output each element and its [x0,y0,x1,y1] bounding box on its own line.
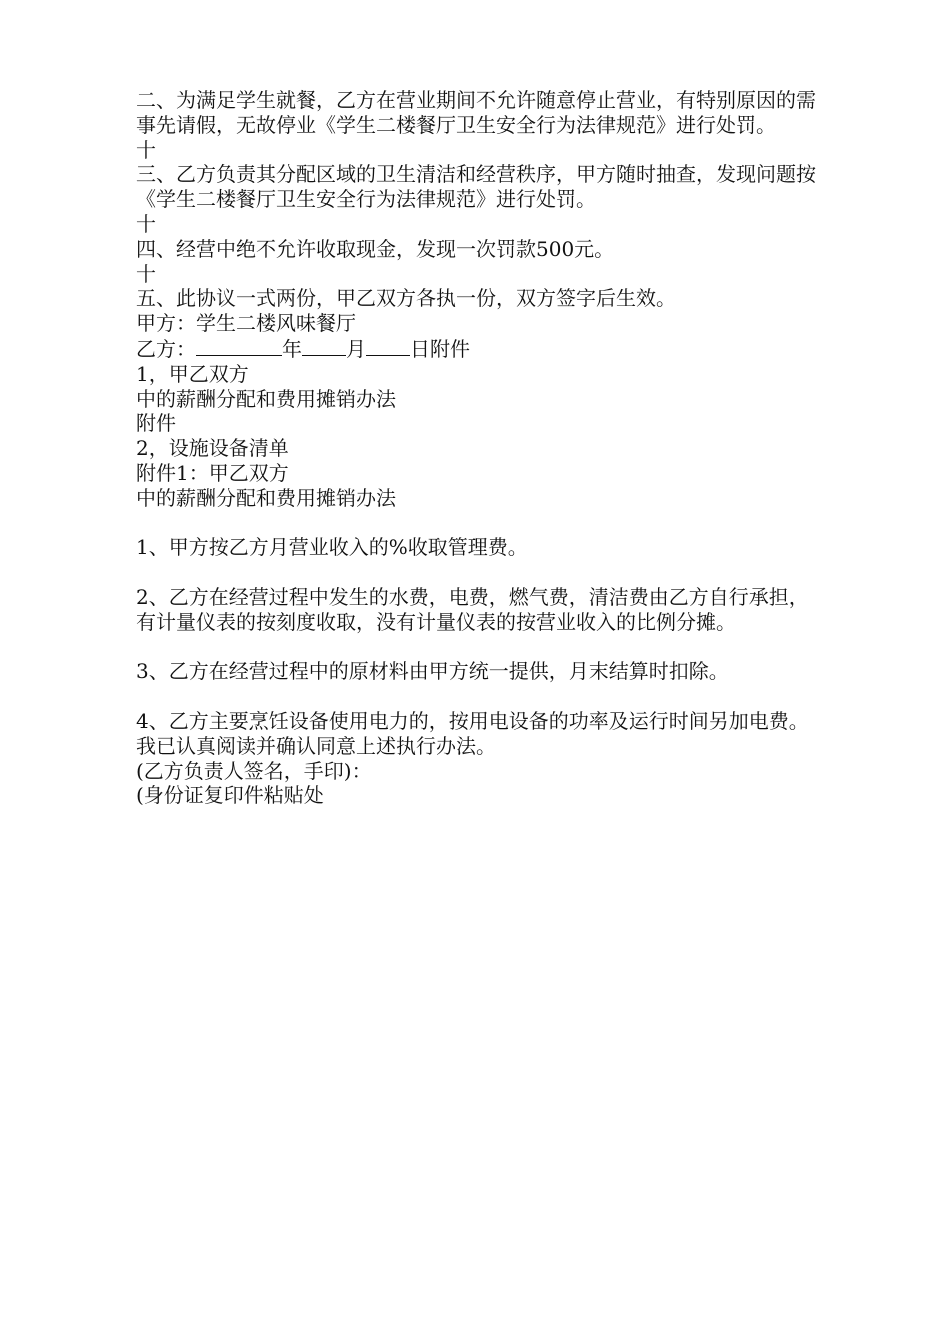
separator-2: 十 [136,211,156,236]
paragraph-gap [136,684,816,709]
confirmation-statement: 我已认真阅读并确认同意上述执行办法。 [136,733,496,758]
year-label: 年 [282,336,302,361]
attachment-label: 附件 [136,411,176,436]
item-3: 3、乙方在经营过程中的原材料由甲方统一提供，月末结算时扣除。 [136,659,729,684]
clause-2: 二、为满足学生就餐，乙方在营业期间不允许随意停止营业，有特别原因的需事先请假，无故停业《学生二楼餐厅卫生安全行为法律规范》进行处罚。 [136,88,816,137]
document-body [136,88,816,808]
party-b-signature-blank [196,336,282,356]
party-b-line [136,336,816,362]
signature-line: (乙方负责人签名，手印)： [136,758,372,783]
clause-4: 四、经营中绝不允许收取现金，发现一次罚款500元。 [136,236,615,261]
item-1: 1、甲方按乙方月营业收入的%收取管理费。 [136,535,528,560]
month-blank [302,336,346,356]
clause-5: 五、此协议一式两份，甲乙双方各执一份，双方签字后生效。 [136,286,676,311]
annex-1-title: 中的薪酬分配和费用摊销办法 [136,485,396,510]
attachment-1-title: 中的薪酬分配和费用摊销办法 [136,386,396,411]
paragraph-gap [136,635,816,660]
month-label: 月 [346,336,366,361]
day-blank [366,336,410,356]
party-a-line: 甲方：学生二楼风味餐厅 [136,311,356,336]
paragraph-gap [136,511,816,536]
annex-1-heading: 附件1：甲乙双方 [136,460,289,485]
day-suffix-label: 日附件 [410,336,470,361]
paragraph-gap [136,560,816,585]
attachment-1-number: 1，甲乙双方 [136,361,249,386]
item-2: 2、乙方在经营过程中发生的水费，电费，燃气费，清洁费由乙方自行承担，有计量仪表的按刻度收取，没有计量仪表的按营业收入的比例分摊。 [136,584,809,634]
id-copy-line: (身份证复印件粘贴处 [136,783,324,808]
clause-3: 三、乙方负责其分配区域的卫生清洁和经营秩序，甲方随时抽查，发现问题按《学生二楼餐厅卫生安全行为法律规范》进行处罚。 [136,162,816,212]
attachment-2-title: 2，设施设备清单 [136,436,289,461]
item-4: 4、乙方主要烹饪设备使用电力的，按用电设备的功率及运行时间另加电费。 [136,708,809,733]
separator-3: 十 [136,261,156,286]
separator-1: 十 [136,137,156,162]
party-b-label: 乙方： [136,336,196,361]
